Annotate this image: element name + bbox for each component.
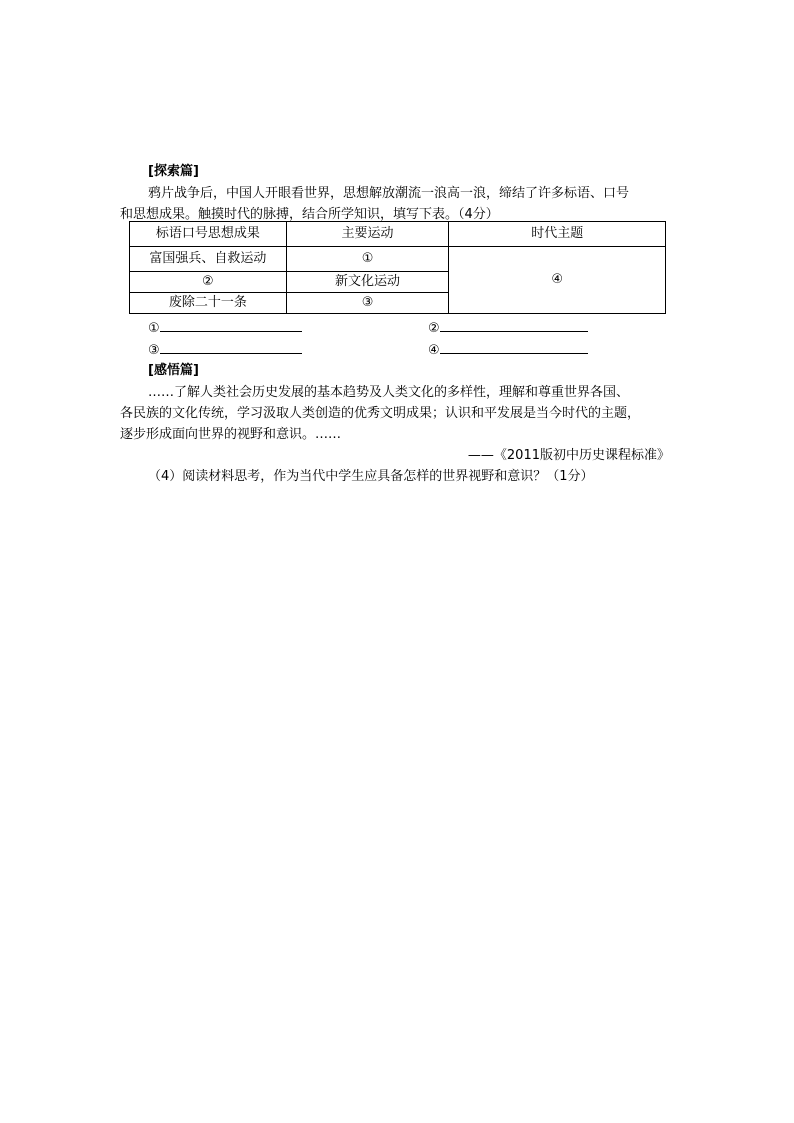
answer-line-1 <box>148 318 302 336</box>
reflect-line2: 各民族的文化传统，学习汲取人类创造的优秀文明成果；认识和平发展是当今时代的主题， <box>120 406 641 421</box>
reflect-question: （4）阅读材料思考，作为当代中学生应具备怎样的世界视野和意识？（1分） <box>148 469 594 484</box>
answer-line-3 <box>148 340 302 358</box>
answer-line-2 <box>428 318 588 336</box>
table-cell-r1c1: 富国强兵、自救运动 <box>130 247 287 272</box>
reflect-source: ——《2011版初中历史课程标准》 <box>467 448 670 463</box>
table-cell-r2c2: 新文化运动 <box>286 272 449 293</box>
table-cell-r3c2: ③ <box>286 293 449 314</box>
table-cell-r1c2: ① <box>286 247 449 272</box>
answer-label-2: ② <box>428 321 440 336</box>
reflect-line3: 逐步形成面向世界的视野和意识。…… <box>120 427 342 442</box>
answer-label-4: ④ <box>428 343 440 358</box>
answer-blank-2[interactable] <box>440 318 588 332</box>
explore-paragraph-line2: 和思想成果。触摸时代的脉搏，结合所学知识，填写下表。（4分） <box>120 207 499 222</box>
answer-line-4 <box>428 340 588 358</box>
table-header-slogan: 标语口号思想成果 <box>130 222 287 247</box>
table-cell-theme-merged: ④ <box>449 247 666 314</box>
reflect-heading: [感悟篇] <box>148 363 199 378</box>
history-table <box>129 221 666 314</box>
table-header-theme: 时代主题 <box>449 222 666 247</box>
answer-label-3: ③ <box>148 343 160 358</box>
answer-blank-1[interactable] <box>160 318 302 332</box>
explore-heading: [探索篇] <box>148 164 199 179</box>
table-cell-r2c1: ② <box>130 272 287 293</box>
answer-label-1: ① <box>148 321 160 336</box>
answer-blank-3[interactable] <box>160 340 302 354</box>
answer-blank-4[interactable] <box>440 340 588 354</box>
table-header-movement: 主要运动 <box>286 222 449 247</box>
explore-paragraph-line1: 鸦片战争后，中国人开眼看世界，思想解放潮流一浪高一浪，缔结了许多标语、口号 <box>148 186 630 201</box>
reflect-line1: ……了解人类社会历史发展的基本趋势及人类文化的多样性，理解和尊重世界各国、 <box>148 385 630 400</box>
table-cell-r3c1: 废除二十一条 <box>130 293 287 314</box>
